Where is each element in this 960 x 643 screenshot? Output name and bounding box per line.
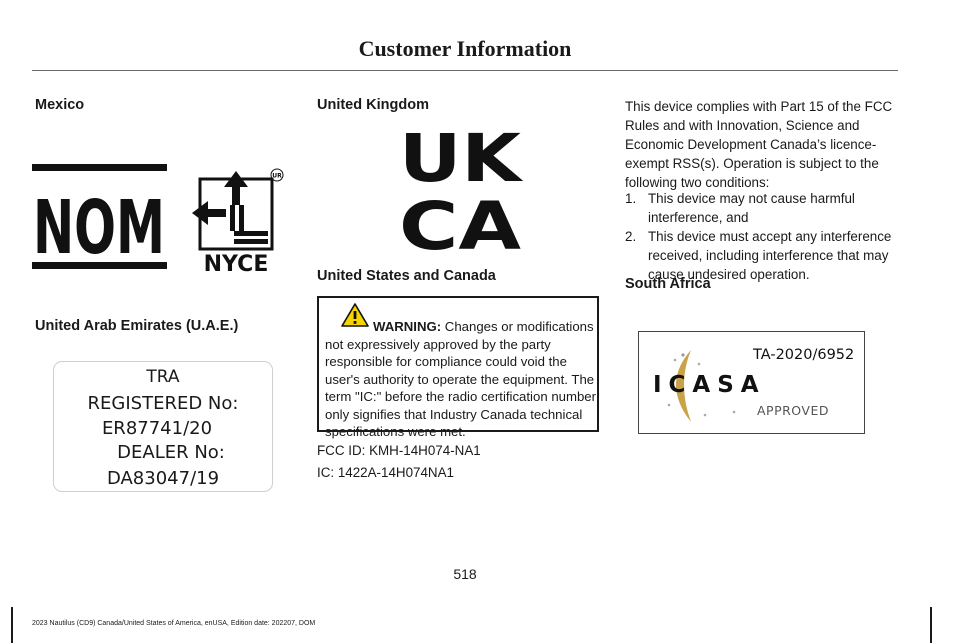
uk-heading: United Kingdom	[317, 97, 429, 113]
tra-label: TRA	[146, 367, 180, 387]
us-canada-heading: United States and Canada	[317, 268, 496, 284]
icasa-approved: APPROVED	[757, 403, 830, 418]
condition-item-1	[625, 189, 897, 229]
footer-edition: 2023 Nautilus (CD9) Canada/United States of America, enUSA, Edition date: 202207, DOM	[32, 620, 316, 627]
ic-id: IC: 1422A-14H074NA1	[317, 465, 454, 480]
condition-text: This device must accept any interference received, including interference that may cause undesired operation.	[648, 229, 892, 282]
ukca-line-ca: CA	[399, 188, 521, 253]
uae-heading: United Arab Emirates (U.A.E.)	[35, 318, 239, 334]
ukca-line-uk: UK	[399, 123, 524, 197]
crop-mark-right	[930, 607, 932, 643]
ukca-logo	[396, 123, 524, 258]
icasa-ta-number: TA-2020/6952	[753, 347, 855, 363]
warning-body: Changes or modifications not expressively approved by the party responsible for compliance could void the user's authority to operate the equipment. The term "IC:" before the radio certification number only signifies that Industry Canada technical specifications were met.	[325, 319, 597, 439]
fcc-compliance-intro: This device complies with Part 15 of the FCC Rules and with Innovation, Science and Economic Development Canada’s licence-exempt RSS(s). Operation is subject to the following two conditions:	[625, 99, 893, 190]
condition-text: This device may not cause harmful interference, and	[648, 191, 855, 225]
tra-registered-number: ER87741/20	[101, 418, 213, 439]
fcc-id: FCC ID: KMH-14H074-NA1	[317, 443, 481, 458]
nom-logo-text: NOM	[33, 185, 165, 271]
warning-message	[325, 318, 597, 441]
tra-registered-label: REGISTERED No:	[87, 393, 239, 414]
condition-number: 2.	[625, 229, 637, 244]
page-number: 518	[453, 566, 477, 582]
mexico-heading: Mexico	[35, 97, 85, 113]
icasa-brand: ICASA	[653, 372, 766, 398]
tra-registration-box	[53, 361, 273, 492]
tra-dealer-number: DA83047/19	[106, 468, 220, 489]
nyce-mark: UR	[272, 172, 282, 180]
nom-logo	[32, 160, 192, 283]
south-africa-heading: South Africa	[625, 276, 711, 292]
warning-label: WARNING:	[373, 319, 442, 334]
crop-mark-left	[11, 607, 13, 643]
nyce-logo	[186, 165, 286, 282]
header-divider	[32, 70, 898, 71]
icasa-approval-label	[638, 331, 865, 434]
condition-number: 1.	[625, 191, 637, 206]
page-header-title: Customer Information	[358, 36, 572, 61]
nyce-logo-text: NYCE	[203, 252, 269, 277]
tra-dealer-label: DEALER No:	[117, 442, 225, 463]
warning-box	[317, 296, 599, 439]
